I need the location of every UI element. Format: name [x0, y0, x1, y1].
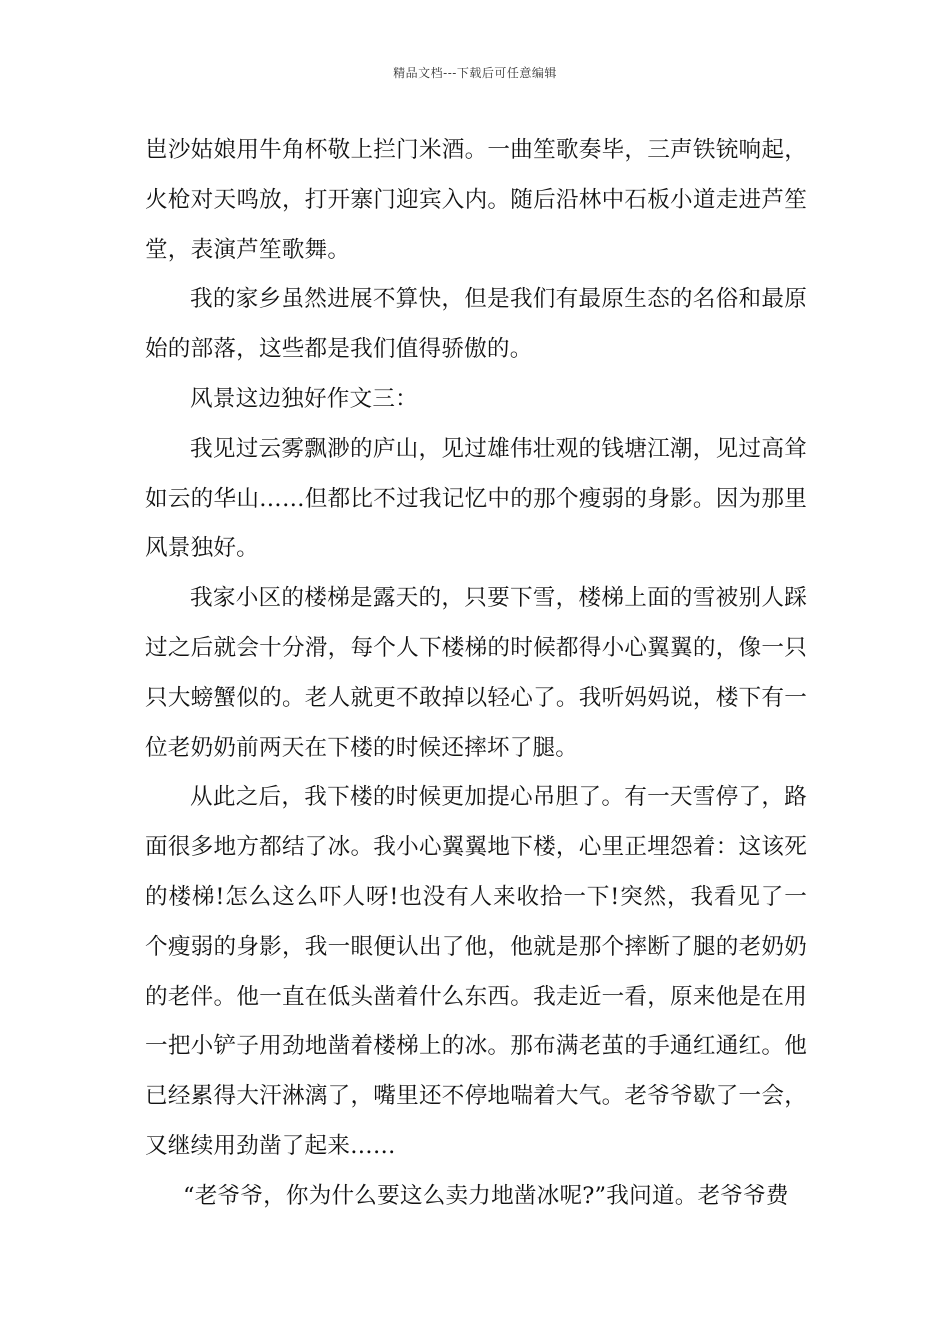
page-header: 精品文档---下载后可任意编辑 [393, 66, 557, 80]
paragraph-scenery: 我见过云雾飘渺的庐山，见过雄伟壮观的钱塘江潮，见过高耸如云的华山……但都比不过我记忆中的那个瘦弱的身影。因为那里风景独好。 [145, 435, 807, 562]
paragraph-continued: 岜沙姑娘用牛角杯敬上拦门米酒。一曲笙歌奏毕，三声铁铳响起，火枪对天鸣放，打开寨门迎宾入内。随后沿林中石板小道走进芦笙堂，表演芦笙歌舞。 [145, 137, 807, 263]
paragraph-stairs: 我家小区的楼梯是露天的，只要下雪，楼梯上面的雪被别人踩过之后就会十分滑，每个人下楼梯的时候都得小心翼翼的，像一只只大螃蟹似的。老人就更不敢掉以轻心了。我听妈妈说，楼下有一位老奶奶前两天在下楼的时候还摔坏了腿。 [145, 585, 807, 761]
document-body [145, 126, 807, 1222]
paragraph-grandpa: 从此之后，我下楼的时候更加提心吊胆了。有一天雪停了，路面很多地方都结了冰。我小心翼翼地下楼，心里正埋怨着：这该死的楼梯!怎么这么吓人呀!也没有人来收拾一下!突然，我看见了一个瘦弱的身影，我一眼便认出了他，他就是那个摔断了腿的老奶奶的老伴。他一直在低头凿着什么东西。我走近一看，原来他是在用一把小铲子用劲地凿着楼梯上的冰。那布满老茧的手通红通红。他已经累得大汗淋漓了，嘴里还不停地喘着大气。老爷爷歇了一会，又继续用劲凿了起来…… [145, 784, 807, 1159]
paragraph-hometown: 我的家乡虽然进展不算快，但是我们有最原生态的名俗和最原始的部落，这些都是我们值得骄傲的。 [145, 286, 807, 363]
section-heading: 风景这边独好作文三： [190, 385, 418, 412]
paragraph-dialogue: “老爷爷，你为什么要这么卖力地凿冰呢?”我问道。老爷爷费 [183, 1182, 789, 1209]
